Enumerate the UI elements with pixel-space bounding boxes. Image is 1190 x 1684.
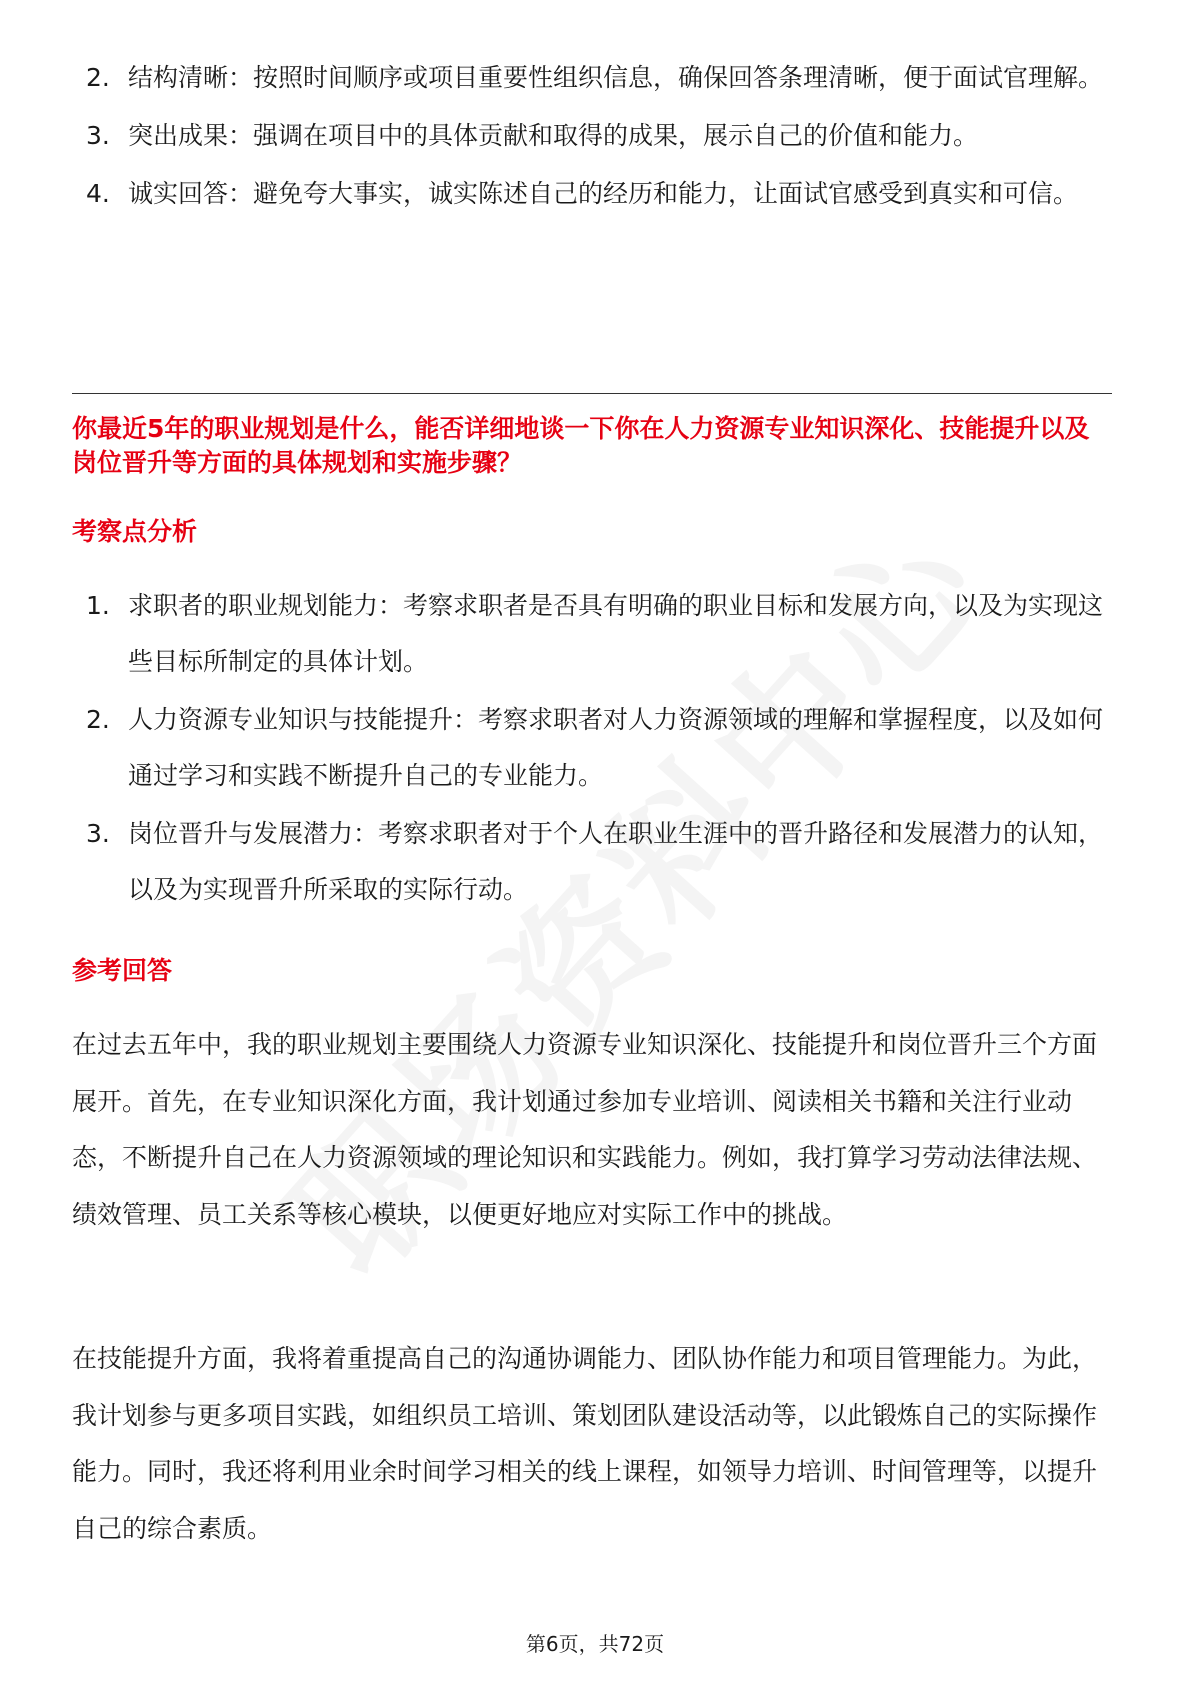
tips-list <box>72 50 1112 224</box>
section-divider <box>72 393 1112 394</box>
analysis-heading: 考察点分析 <box>72 517 198 546</box>
list-item <box>72 578 1112 690</box>
list-item-number: 2. <box>86 63 110 92</box>
interview-question: 你最近5年的职业规划是什么，能否详细地谈一下你在人力资源专业知识深化、技能提升以及岗位晋升等方面的具体规划和实施步骤？ <box>72 414 1090 477</box>
list-item-number: 3. <box>86 121 110 150</box>
list-item-text: 诚实回答：避免夸大事实，诚实陈述自己的经历和能力，让面试官感受到真实和可信。 <box>128 179 1079 208</box>
list-item <box>72 692 1112 804</box>
list-item <box>72 806 1112 918</box>
answer-paragraph: 在过去五年中，我的职业规划主要围绕人力资源专业知识深化、技能提升和岗位晋升三个方面展开。首先，在专业知识深化方面，我计划通过参加专业培训、阅读相关书籍和关注行业动态，不断提升自己在人力资源领域的理论知识和实践能力。例如，我打算学习劳动法律法规、绩效管理、员工关系等核心模块，以便更好地应对实际工作中的挑战。 <box>72 1030 1098 1229</box>
list-item-text: 岗位晋升与发展潜力：考察求职者对于个人在职业生涯中的晋升路径和发展潜力的认知，以及为实现晋升所采取的实际行动。 <box>128 819 1104 904</box>
answer-heading: 参考回答 <box>72 956 173 985</box>
list-item-text: 结构清晰：按照时间顺序或项目重要性组织信息，确保回答条理清晰，便于面试官理解。 <box>128 63 1104 92</box>
analysis-list <box>72 578 1112 920</box>
list-item-number: 1. <box>86 591 110 620</box>
list-item-number: 2. <box>86 705 110 734</box>
list-item-number: 4. <box>86 179 110 208</box>
page-number: 第6页，共72页 <box>525 1632 665 1656</box>
list-item <box>72 166 1112 222</box>
list-item-text: 人力资源专业知识与技能提升：考察求职者对人力资源领域的理解和掌握程度，以及如何通过学习和实践不断提升自己的专业能力。 <box>128 705 1104 790</box>
list-item-number: 3. <box>86 819 110 848</box>
answer-paragraph: 在技能提升方面，我将着重提高自己的沟通协调能力、团队协作能力和项目管理能力。为此，我计划参与更多项目实践，如组织员工培训、策划团队建设活动等，以此锻炼自己的实际操作能力。同时，我还将利用业余时间学习相关的线上课程，如领导力培训、时间管理等，以提升自己的综合素质。 <box>72 1344 1098 1543</box>
list-item <box>72 108 1112 164</box>
list-item-text: 突出成果：强调在项目中的具体贡献和取得的成果，展示自己的价值和能力。 <box>128 121 979 150</box>
list-item-text: 求职者的职业规划能力：考察求职者是否具有明确的职业目标和发展方向，以及为实现这些目标所制定的具体计划。 <box>128 591 1104 676</box>
list-item <box>72 50 1112 106</box>
